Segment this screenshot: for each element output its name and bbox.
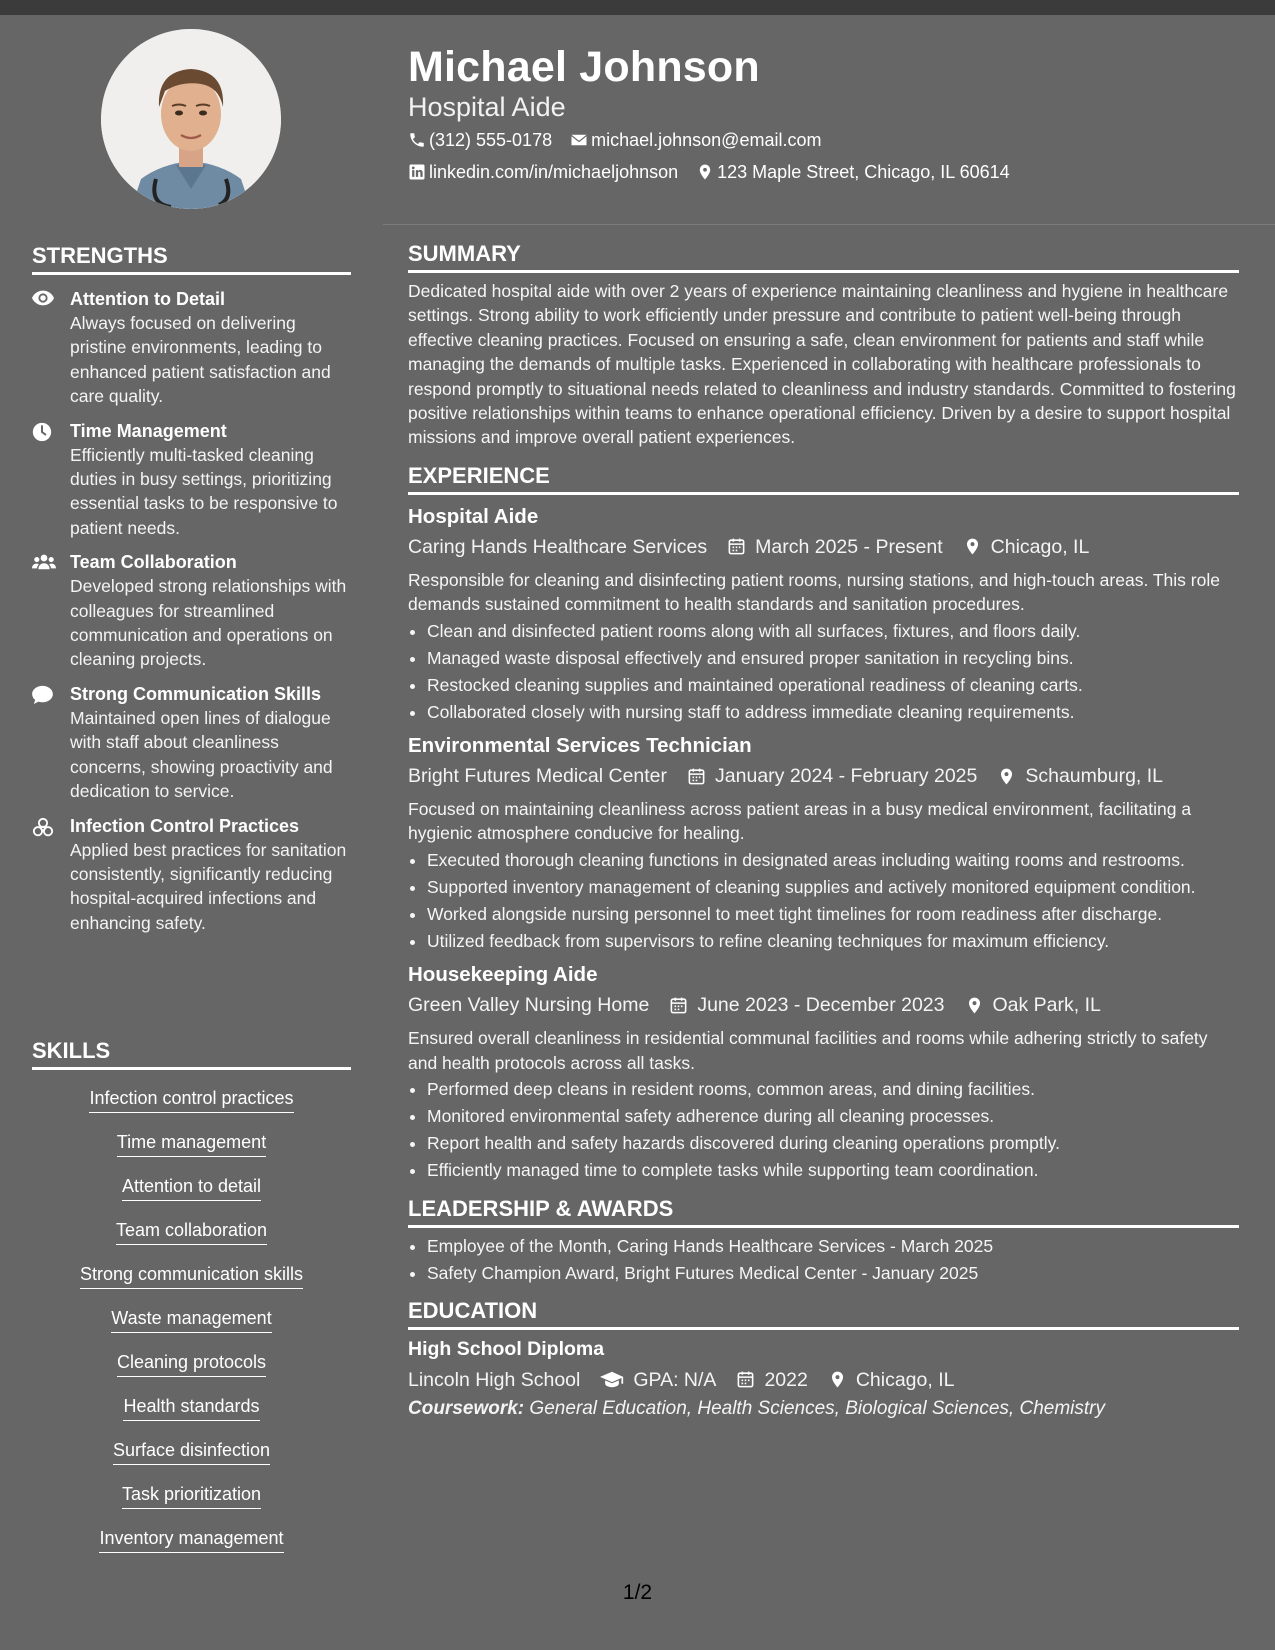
list-item: • Utilized feedback from supervisors to refine cleaning techniques for maximum efficiency. <box>427 929 1239 953</box>
list-item: • Clean and disinfected patient rooms along with all surfaces, fixtures, and floors daily. <box>427 619 1239 643</box>
job-meta <box>408 990 1239 1020</box>
location-pin-icon <box>696 163 714 181</box>
job-description: Focused on maintaining cleanliness across patient areas in a busy medical environment, facilitating a hygienic atmosphere conducive for healing. <box>408 799 1192 844</box>
list-item: • Worked alongside nursing personnel to meet tight timelines for room readiness after discharge. <box>427 902 1239 926</box>
job-entry <box>408 503 1239 724</box>
address-text: 123 Maple Street, Chicago, IL 60614 <box>717 162 1010 182</box>
skill-tag: Time management <box>117 1130 266 1157</box>
skill-tag: Team collaboration <box>116 1218 267 1245</box>
location-pin-icon <box>965 996 984 1015</box>
degree-name: High School Diploma <box>408 1337 605 1360</box>
calendar-icon <box>669 996 688 1015</box>
coursework-label: Coursework: <box>408 1397 525 1419</box>
page-number: 1/2 <box>622 1581 653 1604</box>
skill-tag: Inventory management <box>99 1526 283 1553</box>
job-bullets <box>408 619 1239 724</box>
main-content <box>408 240 1239 1435</box>
summary-section <box>408 240 1239 450</box>
job-bullets <box>408 1077 1239 1182</box>
job-entry <box>408 961 1239 1182</box>
strength-description: Developed strong relationships with colleagues for streamlined communication and operations on cleaning projects. <box>70 576 347 670</box>
summary-heading: SUMMARY <box>408 240 1239 273</box>
phone-icon <box>408 131 426 149</box>
job-position: Hospital Aide <box>408 504 539 528</box>
school-location: Chicago, IL <box>855 1368 955 1391</box>
gpa-text: GPA: N/A <box>633 1368 717 1391</box>
job-bullets <box>408 848 1239 953</box>
job-entry <box>408 732 1239 953</box>
skill-tag: Waste management <box>111 1306 271 1333</box>
profile-photo <box>101 29 281 209</box>
list-item: • Managed waste disposal effectively and ensured proper sanitation in recycling bins. <box>427 646 1239 670</box>
job-dates: March 2025 - Present <box>755 535 943 558</box>
job-meta <box>408 532 1239 562</box>
strength-name: Team Collaboration <box>70 552 237 573</box>
phone-text: (312) 555-0178 <box>429 130 553 150</box>
strength-item <box>32 814 351 936</box>
education-section <box>408 1297 1239 1423</box>
location-pin-icon <box>963 537 982 556</box>
speech-bubble-icon <box>32 691 53 708</box>
resume-header <box>408 43 1248 184</box>
top-bar <box>0 0 1275 15</box>
skill-tag: Attention to detail <box>122 1174 261 1201</box>
experience-heading: EXPERIENCE <box>408 462 1239 495</box>
graduation-cap-icon <box>600 1370 624 1389</box>
skill-tag: Strong communication skills <box>80 1262 303 1289</box>
strength-description: Efficiently multi-tasked cleaning duties in busy settings, prioritizing essential tasks to be responsive to patient needs. <box>70 444 338 538</box>
summary-text: Dedicated hospital aide with over 2 years of experience maintaining cleanliness and hygiene in healthcare settings. Strong ability to work efficiently under pressure and contribute to patient well-being through effective cleaning practices. Focused on ensuring a safe, clean environment for patients and staff while managing the demands of multiple tasks. Experienced in collaborating with healthcare professionals to respond promptly to situational needs related to cleanliness and industry standards. Committed to fostering positive relationships within teams to enhance operational efficiency. Driven by a desire to support hospital missions and improve overall patient experiences. <box>408 281 1236 448</box>
list-item: • Restocked cleaning supplies and maintained operational readiness of cleaning carts. <box>427 673 1239 697</box>
candidate-name: Michael Johnson <box>408 43 760 91</box>
list-item: • Performed deep cleans in resident rooms, common areas, and dining facilities. <box>427 1077 1239 1101</box>
job-company: Bright Futures Medical Center <box>408 765 668 788</box>
strength-item <box>32 682 351 804</box>
coursework-list: General Education, Health Sciences, Biological Sciences, Chemistry <box>529 1397 1105 1419</box>
job-description: Responsible for cleaning and disinfecting patient rooms, nursing stations, and high-touch areas. This role demands sustained commitment to health standards and sanitation procedures. <box>408 569 1220 615</box>
list-item: • Safety Champion Award, Bright Futures Medical Center - January 2025 <box>427 1261 1239 1285</box>
list-item: • Efficiently managed time to complete tasks while supporting team coordination. <box>427 1158 1239 1182</box>
awards-list <box>408 1234 1239 1285</box>
strength-description: Applied best practices for sanitation consistently, significantly reducing hospital-acquired infections and enhancing safety. <box>70 839 347 933</box>
contact-row <box>408 128 1248 152</box>
strengths-section <box>32 242 351 935</box>
calendar-icon <box>727 537 746 556</box>
skill-tag: Health standards <box>123 1394 259 1421</box>
job-location: Schaumburg, IL <box>1025 765 1164 788</box>
linkedin-text[interactable]: linkedin.com/in/michaeljohnson <box>429 162 679 182</box>
resume-page <box>0 15 1275 1650</box>
list-item: • Supported inventory management of cleaning supplies and actively monitored equipment condition. <box>427 875 1239 899</box>
strength-description: Maintained open lines of dialogue with staff about cleanliness concerns, showing proactivity and dedication to service. <box>70 707 333 802</box>
graduation-year: 2022 <box>764 1368 808 1391</box>
skill-tag: Surface disinfection <box>113 1438 270 1465</box>
job-position: Environmental Services Technician <box>408 734 752 758</box>
job-position: Housekeeping Aide <box>408 963 598 987</box>
calendar-icon <box>736 1370 755 1389</box>
strength-name: Attention to Detail <box>70 289 225 309</box>
list-item: • Collaborated closely with nursing staff to address immediate cleaning requirements. <box>427 700 1239 724</box>
calendar-icon <box>687 767 706 786</box>
strength-name: Time Management <box>70 420 227 441</box>
phone-contact <box>408 128 552 152</box>
biohazard-icon <box>32 826 54 843</box>
list-item: • Report health and safety hazards discovered during cleaning operations promptly. <box>427 1131 1239 1155</box>
strength-name: Infection Control Practices <box>70 815 300 836</box>
job-location: Oak Park, IL <box>992 994 1101 1017</box>
location-pin-icon <box>828 1370 847 1389</box>
strength-name: Strong Communication Skills <box>70 683 322 704</box>
linkedin-contact[interactable] <box>408 160 678 184</box>
strengths-heading: STRENGTHS <box>32 242 351 275</box>
strength-item <box>32 550 351 672</box>
list-item: • Employee of the Month, Caring Hands Healthcare Services - March 2025 <box>427 1234 1239 1258</box>
address-contact <box>696 160 1010 184</box>
skill-tag: Cleaning protocols <box>117 1350 266 1377</box>
skills-heading: SKILLS <box>32 1037 351 1070</box>
users-icon <box>32 558 56 575</box>
job-dates: June 2023 - December 2023 <box>697 994 945 1017</box>
job-meta <box>408 761 1239 791</box>
eye-icon <box>32 293 54 310</box>
job-location: Chicago, IL <box>990 535 1090 558</box>
education-meta <box>408 1365 1239 1395</box>
list-item: • Monitored environmental safety adherence during all cleaning processes. <box>427 1104 1239 1128</box>
email-contact[interactable] <box>570 128 821 152</box>
job-title: Hospital Aide <box>408 92 566 122</box>
linkedin-icon <box>408 163 426 181</box>
education-heading: EDUCATION <box>408 1297 1239 1330</box>
header-divider <box>383 224 1275 225</box>
awards-section <box>408 1195 1239 1285</box>
job-dates: January 2024 - February 2025 <box>715 765 978 788</box>
experience-section <box>408 462 1239 1183</box>
strength-description: Always focused on delivering pristine environments, leading to enhanced patient satisfaction and care quality. <box>70 313 331 407</box>
envelope-icon <box>570 131 588 149</box>
school-name: Lincoln High School <box>408 1368 581 1391</box>
clock-icon <box>32 429 52 446</box>
contact-row <box>408 160 1248 184</box>
email-text[interactable]: michael.johnson@email.com <box>591 130 822 150</box>
awards-heading: LEADERSHIP & AWARDS <box>408 1195 1239 1228</box>
skill-tag: Infection control practices <box>89 1086 293 1113</box>
skill-tag: Task prioritization <box>122 1482 261 1509</box>
strength-item <box>32 419 351 541</box>
job-company: Green Valley Nursing Home <box>408 994 650 1017</box>
skills-section <box>32 1037 351 1570</box>
job-description: Ensured overall cleanliness in residential communal facilities and rooms while adhering strictly to safety and health protocols across all tasks. <box>408 1028 1208 1073</box>
location-pin-icon <box>997 767 1016 786</box>
strength-item <box>32 287 351 409</box>
job-company: Caring Hands Healthcare Services <box>408 535 708 558</box>
skills-list <box>32 1086 351 1570</box>
list-item: • Executed thorough cleaning functions in designated areas including waiting rooms and restrooms. <box>427 848 1239 872</box>
coursework <box>408 1395 1239 1423</box>
